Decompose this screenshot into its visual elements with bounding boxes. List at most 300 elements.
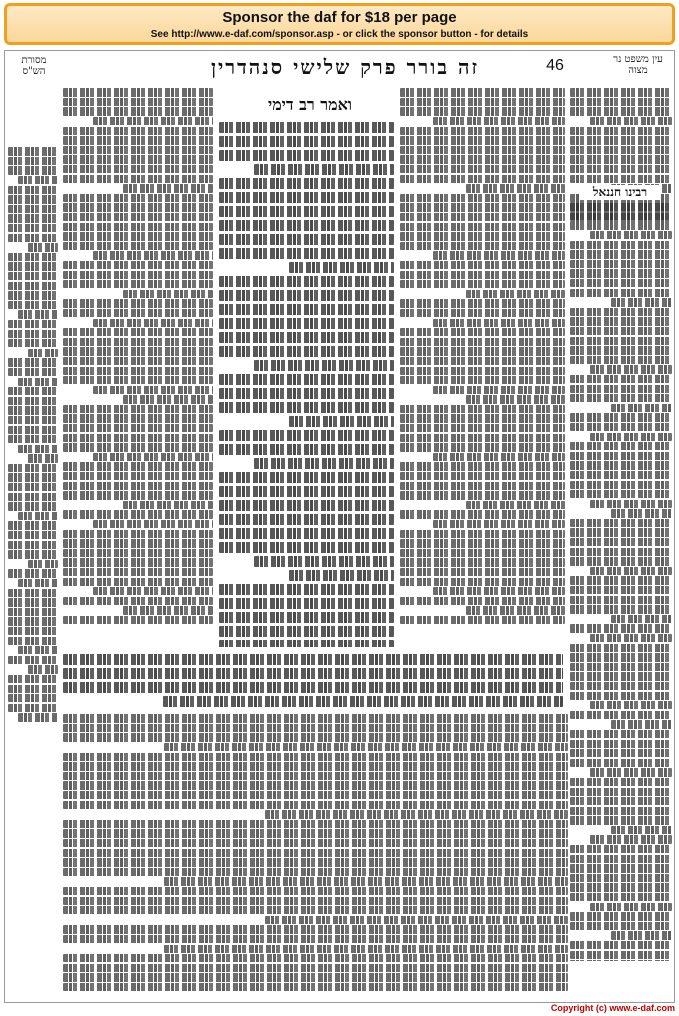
text-line: [570, 385, 672, 393]
text-line: [219, 388, 394, 399]
text-line: [18, 579, 58, 587]
text-line: [63, 829, 568, 837]
text-line: [570, 883, 672, 891]
text-line: [63, 925, 568, 933]
text-line: [63, 462, 213, 470]
text-line: [254, 458, 394, 469]
rabbenu-chananel-heading: רבינו חננאל: [580, 185, 660, 200]
text-line: [63, 376, 213, 384]
text-line: [466, 184, 565, 192]
text-line: [93, 319, 213, 327]
text-line: [570, 663, 672, 671]
masoret-column: [8, 146, 58, 906]
text-line: [400, 98, 565, 106]
text-line: [570, 576, 672, 584]
text-line: [400, 510, 565, 518]
text-line: [219, 122, 394, 133]
text-line: [590, 231, 672, 239]
text-line: [400, 491, 565, 499]
text-line: [63, 897, 568, 905]
text-line: [8, 195, 58, 203]
text-line: [63, 491, 213, 499]
text-line: [63, 482, 213, 490]
text-line: [219, 192, 394, 203]
text-line: [63, 568, 213, 576]
gemara-continuation: [63, 651, 563, 709]
text-line: [63, 906, 568, 914]
text-line: [219, 234, 394, 245]
text-line: [570, 807, 672, 815]
text-line: [570, 711, 672, 719]
text-line: [570, 202, 672, 210]
text-line: [63, 242, 213, 250]
text-line: [219, 626, 394, 637]
text-line: [570, 327, 672, 335]
text-line: [219, 514, 394, 525]
text-line: [8, 483, 58, 491]
text-line: [219, 304, 394, 315]
text-line: [590, 500, 672, 508]
text-line: [63, 549, 213, 557]
text-line: [8, 262, 58, 270]
text-line: [8, 550, 58, 558]
text-line: [570, 279, 672, 287]
text-line: [63, 849, 568, 857]
text-line: [570, 788, 672, 796]
text-line: [219, 136, 394, 147]
text-line: [63, 801, 568, 809]
text-line: [63, 357, 213, 365]
text-line: [164, 877, 568, 885]
text-line: [400, 539, 565, 547]
text-line: [219, 220, 394, 231]
text-line: [570, 653, 672, 661]
text-line: [123, 606, 213, 614]
text-line: [400, 165, 565, 173]
text-line: [63, 973, 568, 981]
sponsor-banner-subtitle[interactable]: See http://www.e-daf.com/sponsor.asp - or click the sponsor button - for details: [150, 29, 529, 40]
text-line: [400, 127, 565, 135]
text-line: [433, 251, 565, 259]
text-line: [63, 299, 213, 307]
text-line: [8, 685, 58, 693]
text-line: [570, 845, 672, 853]
text-line: [570, 452, 672, 460]
text-line: [570, 941, 672, 949]
text-line: [400, 280, 565, 288]
text-line: [219, 206, 394, 217]
text-line: [18, 176, 58, 184]
text-line: [93, 453, 213, 461]
text-line: [570, 175, 672, 183]
text-line: [93, 587, 213, 595]
text-line: [400, 530, 565, 538]
text-line: [63, 136, 213, 144]
text-line: [18, 310, 58, 318]
text-line: [400, 597, 565, 605]
text-line: [570, 557, 672, 565]
text-line: [63, 98, 213, 106]
text-line: [400, 443, 565, 451]
text-line: [63, 791, 568, 799]
text-line: [570, 855, 672, 863]
text-line: [219, 178, 394, 189]
text-line: [8, 387, 58, 395]
text-line: [8, 694, 58, 702]
talmud-page: [4, 50, 675, 1003]
text-line: [63, 954, 568, 962]
text-line: [63, 762, 568, 770]
text-line: [63, 530, 213, 538]
text-line: [570, 912, 672, 920]
text-line: [8, 166, 58, 174]
text-line: [570, 481, 672, 489]
page-number: 46: [546, 57, 564, 74]
text-line: [611, 509, 672, 517]
text-line: [570, 461, 672, 469]
sponsor-banner[interactable]: [4, 3, 675, 45]
text-line: [8, 598, 58, 606]
text-line: [63, 964, 568, 972]
text-line: [8, 397, 58, 405]
text-line: [63, 194, 213, 202]
text-line: [400, 424, 565, 432]
text-line: [8, 426, 58, 434]
text-line: [570, 155, 672, 163]
text-line: [93, 386, 213, 394]
text-line: [400, 155, 565, 163]
text-line: [8, 464, 58, 472]
text-line: [63, 271, 213, 279]
text-line: [433, 117, 565, 125]
text-line: [400, 357, 565, 365]
text-line: [400, 367, 565, 375]
text-line: [219, 374, 394, 385]
masoret-label: מסורת הש"ס: [21, 55, 47, 77]
text-line: [63, 858, 568, 866]
text-line: [570, 624, 672, 632]
text-line: [254, 164, 394, 175]
text-line: [63, 772, 568, 780]
text-line: [63, 616, 213, 624]
text-line: [123, 184, 213, 192]
text-line: [570, 394, 672, 402]
text-line: [400, 271, 565, 279]
text-line: [400, 549, 565, 557]
text-line: [400, 223, 565, 231]
text-line: [8, 704, 58, 712]
text-line: [8, 675, 58, 683]
text-line: [570, 893, 672, 901]
text-line: [219, 290, 394, 301]
text-line: [570, 749, 672, 757]
text-line: [590, 768, 672, 776]
text-line: [63, 714, 568, 722]
text-line: [570, 165, 672, 173]
text-line: [400, 146, 565, 154]
text-line: [8, 617, 58, 625]
text-line: [18, 512, 58, 520]
text-line: [400, 107, 565, 115]
text-line: [63, 868, 568, 876]
text-line: [219, 500, 394, 511]
text-line: [400, 568, 565, 576]
text-line: [570, 212, 672, 220]
rabbenu-chananel-column: [570, 201, 672, 961]
text-line: [63, 935, 568, 943]
text-line: [289, 416, 394, 427]
text-line: [570, 528, 672, 536]
text-line: [8, 339, 58, 347]
text-line: [93, 251, 213, 259]
text-line: [265, 810, 568, 818]
text-line: [219, 248, 394, 259]
text-line: [63, 175, 213, 183]
text-line: [63, 347, 213, 355]
text-line: [400, 405, 565, 413]
text-line: [63, 414, 213, 422]
text-line: [18, 646, 58, 654]
text-line: [590, 567, 672, 575]
text-line: [8, 272, 58, 280]
text-line: [8, 493, 58, 501]
text-line: [289, 262, 394, 273]
text-line: [63, 165, 213, 173]
text-line: [433, 587, 565, 595]
text-line: [400, 213, 565, 221]
text-line: [433, 386, 565, 394]
text-line: [63, 338, 213, 346]
text-line: [570, 586, 672, 594]
text-line: [570, 308, 672, 316]
text-line: [163, 696, 563, 707]
text-line: [466, 290, 565, 298]
text-line: [570, 672, 672, 680]
text-line: [28, 454, 58, 462]
text-line: [63, 724, 568, 732]
text-line: [400, 299, 565, 307]
text-line: [400, 175, 565, 183]
text-line: [590, 903, 672, 911]
text-line: [466, 395, 565, 403]
text-line: [219, 472, 394, 483]
text-line: [570, 317, 672, 325]
text-line: [570, 375, 672, 383]
text-line: [570, 874, 672, 882]
text-line: [63, 203, 213, 211]
text-line: [63, 558, 213, 566]
text-line: [433, 453, 565, 461]
text-line: [63, 434, 213, 442]
text-line: [219, 318, 394, 329]
text-line: [570, 241, 672, 249]
text-line: [18, 378, 58, 386]
text-line: [400, 616, 565, 624]
text-line: [63, 405, 213, 413]
text-line: [400, 261, 565, 269]
text-line: [570, 98, 672, 106]
text-line: [63, 328, 213, 336]
text-line: [570, 471, 672, 479]
text-line: [570, 413, 672, 421]
text-line: [63, 510, 213, 518]
text-line: [590, 701, 672, 709]
copyright-notice: Copyright (c) www.e-daf.com: [550, 1003, 675, 1013]
text-line: [219, 542, 394, 553]
text-line: [570, 356, 672, 364]
text-line: [63, 839, 568, 847]
text-line: [466, 501, 565, 509]
text-line: [570, 644, 672, 652]
text-line: [8, 589, 58, 597]
text-line: [63, 753, 568, 761]
text-line: [400, 203, 565, 211]
text-line: [570, 442, 672, 450]
text-line: [590, 433, 672, 441]
text-line: [570, 596, 672, 604]
text-line: [63, 280, 213, 288]
text-line: [8, 608, 58, 616]
text-line: [63, 261, 213, 269]
text-line: [8, 368, 58, 376]
text-line: [28, 349, 58, 357]
text-line: [570, 146, 672, 154]
text-line: [8, 656, 58, 664]
text-line: [570, 490, 672, 498]
text-line: [570, 778, 672, 786]
text-line: [219, 150, 394, 161]
text-line: [219, 528, 394, 539]
text-line: [570, 960, 672, 961]
text-line: [28, 243, 58, 251]
text-line: [63, 668, 563, 679]
text-line: [219, 486, 394, 497]
text-line: [8, 320, 58, 328]
text-line: [400, 136, 565, 144]
text-line: [123, 290, 213, 298]
text-line: [433, 520, 565, 528]
text-line: [63, 597, 213, 605]
text-line: [164, 743, 568, 751]
text-line: [570, 605, 672, 613]
text-line: [63, 88, 213, 96]
text-line: [400, 347, 565, 355]
text-line: [570, 682, 672, 690]
text-line: [570, 538, 672, 546]
text-line: [8, 330, 58, 338]
text-line: [590, 835, 672, 843]
text-line: [8, 301, 58, 309]
text-line: [466, 606, 565, 614]
text-line: [8, 541, 58, 549]
text-line: [164, 945, 568, 953]
text-line: [63, 733, 568, 741]
text-line: [63, 213, 213, 221]
text-line: [590, 117, 672, 125]
text-line: [63, 472, 213, 480]
text-line: [93, 117, 213, 125]
text-line: [8, 157, 58, 165]
text-line: [570, 864, 672, 872]
gemara-column: [219, 119, 394, 647]
text-line: [8, 521, 58, 529]
text-line: [8, 224, 58, 232]
text-line: [63, 107, 213, 115]
text-line: [8, 291, 58, 299]
text-line: [28, 665, 58, 673]
text-line: [400, 88, 565, 96]
text-line: [219, 332, 394, 343]
text-line: [400, 578, 565, 586]
text-line: [8, 502, 58, 510]
text-line: [400, 462, 565, 470]
text-line: [8, 282, 58, 290]
ein-mishpat-label: עין משפט נר מצוה: [613, 54, 663, 76]
text-line: [570, 337, 672, 345]
text-line: [590, 365, 672, 373]
text-line: [570, 269, 672, 277]
text-line: [63, 781, 568, 789]
text-line: [611, 615, 672, 623]
text-line: [63, 127, 213, 135]
text-line: [28, 560, 58, 568]
text-line: [570, 797, 672, 805]
text-line: [611, 931, 672, 939]
text-line: [63, 223, 213, 231]
text-line: [265, 916, 568, 924]
text-line: [93, 520, 213, 528]
text-line: [254, 556, 394, 567]
page-title: זה בורר פרק שלישי סנהדרין: [210, 55, 480, 79]
text-line: [219, 276, 394, 287]
text-line: [219, 612, 394, 623]
text-line: [400, 232, 565, 240]
text-line: [570, 260, 672, 268]
text-line: [8, 234, 58, 242]
text-line: [63, 367, 213, 375]
text-line: [570, 519, 672, 527]
text-line: [400, 434, 565, 442]
text-line: [219, 402, 394, 413]
text-line: [400, 376, 565, 384]
text-line: [63, 820, 568, 828]
text-line: [289, 570, 394, 581]
text-line: [570, 136, 672, 144]
text-line: [63, 443, 213, 451]
text-line: [8, 531, 58, 539]
text-line: [63, 578, 213, 586]
text-line: [590, 634, 672, 642]
text-line: [63, 983, 568, 991]
text-line: [570, 548, 672, 556]
text-line: [570, 250, 672, 258]
text-line: [570, 127, 672, 135]
text-line: [400, 194, 565, 202]
text-line: [570, 922, 672, 930]
text-line: [123, 501, 213, 509]
text-line: [611, 720, 672, 728]
gemara-opening-words: ואמר רב דימי: [235, 95, 385, 115]
text-line: [219, 430, 394, 441]
text-line: [570, 346, 672, 354]
text-line: [400, 338, 565, 346]
text-line: [254, 360, 394, 371]
sponsor-banner-title[interactable]: Sponsor the daf for $18 per page: [222, 9, 457, 26]
text-line: [570, 289, 672, 297]
text-line: [611, 404, 672, 412]
text-line: [63, 654, 563, 665]
text-line: [219, 584, 394, 595]
